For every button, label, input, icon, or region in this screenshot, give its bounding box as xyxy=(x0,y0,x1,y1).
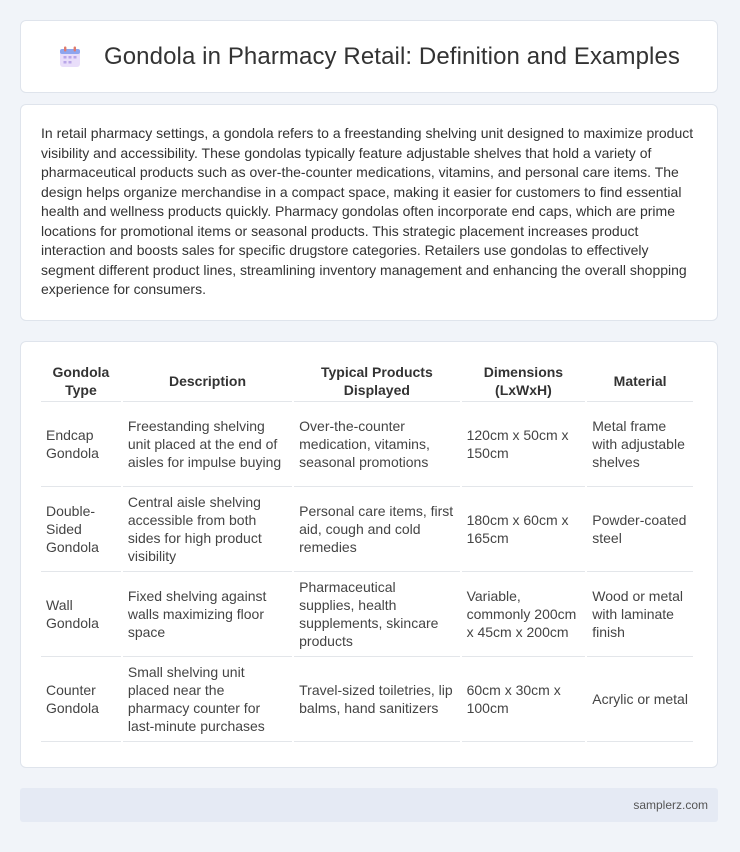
table-cell: Central aisle shelving accessible from both sides for high product visibility xyxy=(123,486,292,571)
table-cell: Travel-sized toiletries, lip balms, hand sanitizers xyxy=(294,656,459,742)
table-cell: Freestanding shelving unit placed at the end of aisles for impulse buying xyxy=(123,401,292,486)
table-cell: Acrylic or metal xyxy=(587,656,693,742)
table-cell: 180cm x 60cm x 165cm xyxy=(462,486,586,571)
table-cell: Counter Gondola xyxy=(41,656,121,742)
table-cell: Endcap Gondola xyxy=(41,401,121,486)
table-row xyxy=(41,571,693,656)
table-cell: Variable, commonly 200cm x 45cm x 200cm xyxy=(462,571,586,656)
page-title: Gondola in Pharmacy Retail: Definition and Examples xyxy=(103,42,681,70)
table-cell: Wood or metal with laminate finish xyxy=(587,571,693,656)
table-cell: Over-the-counter medication, vitamins, seasonal promotions xyxy=(294,401,459,486)
table-row xyxy=(41,656,693,742)
table-cell: Personal care items, first aid, cough and cold remedies xyxy=(294,486,459,571)
table-cell: Double-Sided Gondola xyxy=(41,486,121,571)
column-header: Gondola Type xyxy=(52,364,110,398)
table-cell: 120cm x 50cm x 150cm xyxy=(462,401,586,486)
column-header: Typical Products Displayed xyxy=(320,364,433,398)
table-card xyxy=(20,341,718,768)
gondola-table xyxy=(39,355,695,742)
footer xyxy=(20,788,718,822)
calendar-icon xyxy=(58,45,82,69)
table-cell: Powder-coated steel xyxy=(587,486,693,571)
table-row xyxy=(41,401,693,486)
table-cell: Pharmaceutical supplies, health supplements, skincare products xyxy=(294,571,459,656)
table-cell: Metal frame with adjustable shelves xyxy=(587,401,693,486)
footer-site-link[interactable]: samplerz.com xyxy=(633,798,708,812)
intro-card xyxy=(20,104,718,321)
table-cell: Small shelving unit placed near the pharmacy counter for last-minute purchases xyxy=(123,656,292,742)
table-cell: Wall Gondola xyxy=(41,571,121,656)
column-header: Material xyxy=(613,373,667,389)
intro-paragraph: In retail pharmacy settings, a gondola refers to a freestanding shelving unit designed to maximize product visibility and accessibility. These gondolas typically feature adjustable shelves that hold a variety of pharmaceutical products such as over-the-counter medications, vitamins, and personal care items. The design helps organize merchandise in a compact space, making it easier for customers to find essential health and wellness products quickly. Pharmacy gondolas often incorporate end caps, which are prime locations for promotional items or seasonal products. This strategic placement increases product interaction and boosts sales for specific drugstore categories. Retailers use gondolas to effectively segment different product lines, streamlining inventory management and enhancing the overall shopping experience for consumers. xyxy=(41,125,694,297)
column-header: Dimensions (LxWxH) xyxy=(483,364,564,398)
table-cell: Fixed shelving against walls maximizing floor space xyxy=(123,571,292,656)
column-header: Description xyxy=(168,373,246,389)
table-cell: 60cm x 30cm x 100cm xyxy=(462,656,586,742)
table-header-row xyxy=(41,355,693,401)
header-card xyxy=(20,20,718,93)
table-row xyxy=(41,486,693,571)
